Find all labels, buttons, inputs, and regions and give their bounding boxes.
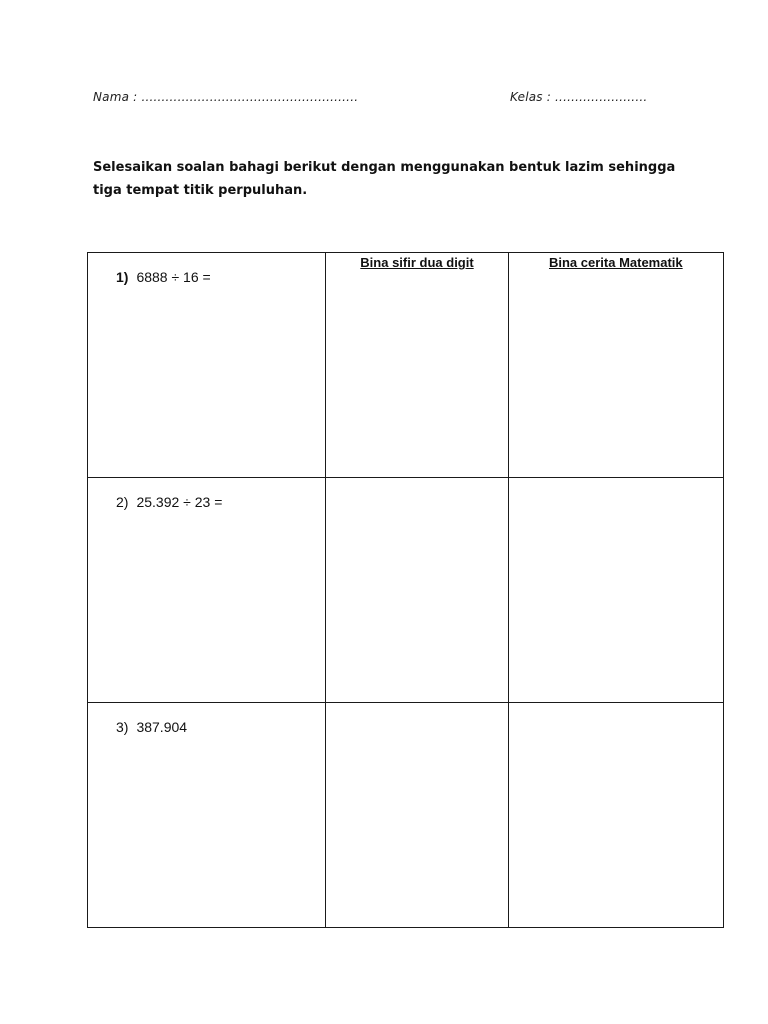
worksheet-table xyxy=(87,252,724,928)
instructions-line-2: tiga tempat titik perpuluhan. xyxy=(93,183,308,198)
kelas-field: Kelas : ....................... xyxy=(510,90,648,104)
question-2-number: 2) xyxy=(116,494,129,510)
instructions xyxy=(93,156,693,202)
table-row xyxy=(88,478,724,703)
question-1-number: 1) xyxy=(116,269,129,285)
question-1 xyxy=(88,253,325,285)
cerita-cell-1 xyxy=(508,253,723,478)
sifir-cell-2 xyxy=(326,478,508,703)
question-2-expression: 25.392 ÷ 23 = xyxy=(136,494,223,510)
heading-bina-cerita: Bina cerita Matematik xyxy=(548,255,683,270)
heading-bina-sifir: Bina sifir dua digit xyxy=(360,255,474,270)
question-1-expression: 6888 ÷ 16 = xyxy=(136,269,211,285)
nama-field: Nama : ...................................................... xyxy=(93,90,359,104)
sifir-cell-1 xyxy=(326,253,508,478)
question-cell-2 xyxy=(88,478,326,703)
table-row xyxy=(88,703,724,928)
question-2 xyxy=(88,478,325,510)
question-3-expression: 387.904 xyxy=(136,719,188,735)
cerita-cell-2 xyxy=(508,478,723,703)
cerita-cell-3 xyxy=(508,703,723,928)
question-3 xyxy=(88,703,325,735)
sifir-cell-3 xyxy=(326,703,508,928)
instructions-line-1: Selesaikan soalan bahagi berikut dengan menggunakan bentuk lazim sehingga xyxy=(93,160,676,175)
question-cell-3 xyxy=(88,703,326,928)
table-row xyxy=(88,253,724,478)
question-cell-1 xyxy=(88,253,326,478)
question-3-number: 3) xyxy=(116,719,129,735)
